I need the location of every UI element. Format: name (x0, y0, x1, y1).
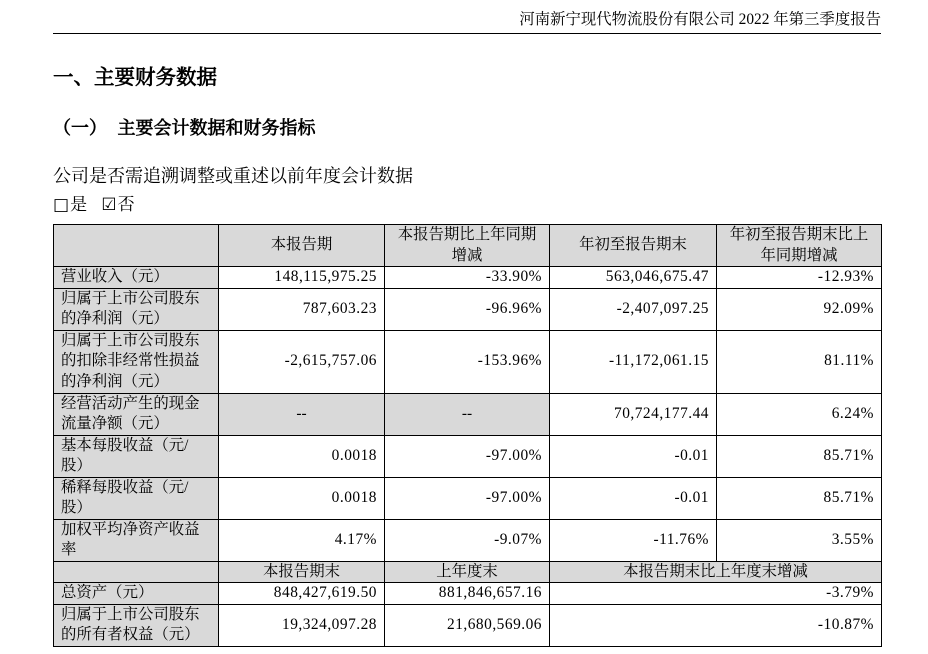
cell-current-period: -2,615,757.06 (219, 330, 385, 393)
report-running-header: 河南新宁现代物流股份有限公司 2022 年第三季度报告 (519, 11, 881, 28)
header-cell-year-to-date-yoy (717, 225, 882, 267)
restatement-question: 公司是否需追溯调整或重述以前年度会计数据 (53, 166, 413, 186)
cell-current-period-yoy: -97.00% (385, 477, 550, 519)
cell-current-period-yoy: -9.07% (385, 519, 550, 561)
table-row (54, 477, 882, 519)
cell-year-to-date-yoy: 85.71% (717, 477, 882, 519)
cell-year-to-date-yoy: 92.09% (717, 288, 882, 330)
row-label-text: 基本每股收益（元/股） (61, 436, 189, 474)
cell-year-to-date-yoy: -12.93% (717, 267, 882, 289)
row-label (54, 330, 219, 393)
row-label (54, 267, 219, 289)
cell-year-to-date: -11.76% (550, 519, 717, 561)
cell-current-period-yoy: -33.90% (385, 267, 550, 289)
cell-current-period: 787,603.23 (219, 288, 385, 330)
row-label-text: 归属于上市公司股东的净利润（元） (61, 289, 200, 327)
cell-year-to-date: 563,046,675.47 (550, 267, 717, 289)
cell-change: -10.87% (550, 604, 882, 646)
row-label (54, 393, 219, 435)
subsection-title-text: 主要会计数据和财务指标 (117, 118, 316, 138)
cell-year-to-date: -11,172,061.15 (550, 330, 717, 393)
cell-year-to-date: -0.01 (550, 477, 717, 519)
row-label-text: 稀释每股收益（元/股） (61, 478, 189, 516)
subheader-cell-period-end: 本报告期末 (219, 561, 385, 583)
cell-current-period-yoy: -97.00% (385, 435, 550, 477)
cell-year-to-date-yoy: 6.24% (717, 393, 882, 435)
row-label (54, 519, 219, 561)
section-title: 一、主要财务数据 (53, 67, 217, 89)
cell-current-period: 0.0018 (219, 477, 385, 519)
table-row (54, 519, 882, 561)
table-row (54, 604, 882, 646)
unchecked-box-icon: □ (53, 195, 70, 215)
cell-period-end: 19,324,097.28 (219, 604, 385, 646)
restatement-options (53, 194, 135, 216)
option-yes-label: 是 (70, 195, 88, 214)
table-subheader-row (54, 561, 882, 583)
key-financial-data-table (53, 224, 882, 647)
row-label (54, 477, 219, 519)
subsection-title (53, 117, 316, 139)
table-row (54, 330, 882, 393)
row-label-text: 归属于上市公司股东的扣除非经常性损益的净利润（元） (61, 331, 200, 390)
cell-prior-year-end: 21,680,569.06 (385, 604, 550, 646)
option-yes (53, 195, 87, 214)
table-row (54, 267, 882, 289)
option-no (101, 195, 134, 214)
row-label (54, 583, 219, 605)
header-rule (53, 33, 881, 34)
table-row (54, 583, 882, 605)
cell-year-to-date: -2,407,097.25 (550, 288, 717, 330)
cell-current-period: -- (219, 393, 385, 435)
checked-box-icon: ☑ (101, 195, 117, 215)
header-cell-current-period: 本报告期 (219, 225, 385, 267)
table-row (54, 393, 882, 435)
row-label-text: 总资产（元） (61, 584, 154, 601)
row-label (54, 604, 219, 646)
subheader-cell-change: 本报告期末比上年度末增减 (550, 561, 882, 583)
cell-year-to-date-yoy: 81.11% (717, 330, 882, 393)
cell-change: -3.79% (550, 583, 882, 605)
header-cell-blank (54, 225, 219, 267)
row-label (54, 288, 219, 330)
cell-current-period: 0.0018 (219, 435, 385, 477)
cell-current-period-yoy: -96.96% (385, 288, 550, 330)
option-no-label: 否 (117, 195, 135, 214)
table-row (54, 288, 882, 330)
table-row (54, 435, 882, 477)
header-cell-current-period-yoy (385, 225, 550, 267)
row-label-text: 加权平均净资产收益率 (61, 520, 200, 558)
cell-current-period-yoy: -- (385, 393, 550, 435)
subheader-cell-blank (54, 561, 219, 583)
cell-current-period: 4.17% (219, 519, 385, 561)
row-label-text: 经营活动产生的现金流量净额（元） (61, 394, 200, 432)
cell-current-period: 148,115,975.25 (219, 267, 385, 289)
row-label (54, 435, 219, 477)
cell-current-period-yoy: -153.96% (385, 330, 550, 393)
cell-year-to-date: 70,724,177.44 (550, 393, 717, 435)
cell-year-to-date-yoy: 85.71% (717, 435, 882, 477)
subsection-number: （一） (53, 118, 107, 138)
cell-year-to-date-yoy: 3.55% (717, 519, 882, 561)
header-cell-text: 年初至报告期末比上年同期增减 (729, 226, 869, 264)
table-header-row (54, 225, 882, 267)
header-cell-text: 本报告期比上年同期增减 (397, 226, 537, 264)
subheader-cell-prior-year-end: 上年度末 (385, 561, 550, 583)
cell-year-to-date: -0.01 (550, 435, 717, 477)
row-label-text: 营业收入（元） (61, 268, 169, 285)
header-cell-year-to-date: 年初至报告期末 (550, 225, 717, 267)
cell-period-end: 848,427,619.50 (219, 583, 385, 605)
cell-prior-year-end: 881,846,657.16 (385, 583, 550, 605)
row-label-text: 归属于上市公司股东的所有者权益（元） (61, 605, 200, 643)
